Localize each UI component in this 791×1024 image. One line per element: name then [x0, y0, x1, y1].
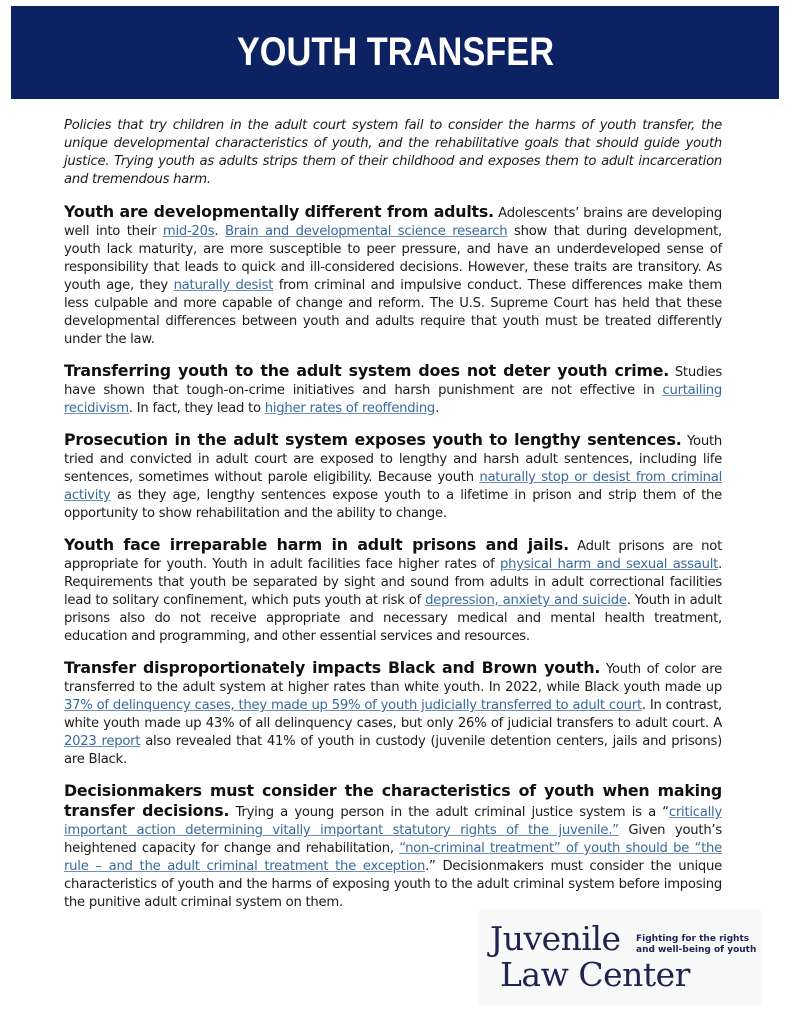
- section-heading: Youth are developmentally different from adults.: [64, 202, 494, 221]
- logo-wordmark-line1: Juvenile: [490, 919, 621, 958]
- page-title: YOUTH TRANSFER: [236, 30, 554, 74]
- body-text: . In fact, they lead to: [128, 401, 265, 416]
- section-irreparable-harm: [64, 536, 722, 646]
- body-text: Youth tried and convicted in adult court are exposed to lengthy and harsh adult sentences, including life sentences, sometimes without parole eligibility. Because youth: [64, 434, 722, 485]
- body-text: .” Decisionmakers must consider the unique characteristics of youth and the harms of exposing youth to the adult criminal system before imposing the punitive adult criminal system on them.: [64, 859, 722, 910]
- intro-paragraph: Policies that try children in the adult court system fail to consider the harms of youth transfer, the unique developmental characteristics of youth, and the rehabilitative goals that should guide youth justice. Trying youth as adults strips them of their childhood and exposes them to adult incarceration and tremendous harm.: [64, 118, 722, 187]
- body-text: .: [214, 224, 225, 239]
- section-developmental-differences: [64, 203, 722, 349]
- link-curtailing-recidivism[interactable]: curtailing recidivism: [64, 383, 722, 416]
- logo-wordmark-line2: Law Center: [500, 955, 690, 994]
- document-body: [64, 117, 722, 925]
- body-text: . Youth in adult prisons also do not receive appropriate and necessary medical and mental health treatment, education and programming, and other essential services and resources.: [64, 593, 722, 644]
- link-2023-report[interactable]: 2023 report: [64, 734, 141, 749]
- body-text: .: [435, 401, 440, 416]
- section-deterrence: [64, 362, 722, 418]
- tagline-line2: and well-being of youth: [636, 945, 757, 955]
- logo-tagline: [636, 934, 766, 956]
- link-non-criminal-treatment[interactable]: “non-criminal treatment” of youth should be “the rule – and the adult criminal treatment the exception: [64, 841, 722, 874]
- tagline-line1: Fighting for the rights: [636, 934, 750, 944]
- body-text: Adult prisons are not appropriate for youth. Youth in adult facilities face higher rates of: [64, 539, 723, 572]
- section-heading: Transferring youth to the adult system does not deter youth crime.: [64, 361, 670, 380]
- body-text: show that during development, youth lack maturity, are more susceptible to peer pressure, and have an underdeveloped sense of responsibility that leads to quick and ill-considered decisions. However, these traits are transitory. As youth age, they: [64, 224, 722, 293]
- link-delinquency-statistics[interactable]: 37% of delinquency cases, they made up 59% of youth judicially transferred to adult court: [64, 698, 642, 713]
- section-heading: Transfer disproportionately impacts Black and Brown youth.: [64, 658, 601, 677]
- link-depression-anxiety-suicide[interactable]: depression, anxiety and suicide: [425, 593, 627, 608]
- section-heading: Prosecution in the adult system exposes youth to lengthy sentences.: [64, 430, 682, 449]
- section-racial-disparity: [64, 659, 722, 769]
- body-text: Given youth’s heightened capacity for change and rehabilitation,: [64, 823, 722, 856]
- body-text: also revealed that 41% of youth in custody (juvenile detention centers, jails and prisons) are Black.: [64, 734, 722, 767]
- link-critically-important-action[interactable]: critically important action determining vitally important statutory rights of the juvenile.”: [64, 805, 722, 838]
- body-text: as they age, lengthy sentences expose youth to a lifetime in prison and strip them of the opportunity to show rehabilitation and the ability to change.: [64, 488, 722, 521]
- link-higher-rates-reoffending[interactable]: higher rates of reoffending: [264, 401, 436, 416]
- section-decisionmakers: [64, 782, 722, 912]
- body-text: . Requirements that youth be separated by sight and sound from adults in adult correctional facilities lead to solitary confinement, which puts youth at risk of: [64, 557, 723, 608]
- body-text: Youth of color are transferred to the adult system at higher rates than white youth. In 2022, while Black youth made up: [64, 662, 722, 695]
- body-text: Trying a young person in the adult criminal justice system is a “: [229, 805, 669, 820]
- link-naturally-desist[interactable]: naturally desist: [173, 278, 274, 293]
- body-text: . In contrast, white youth made up 43% of all delinquency cases, but only 26% of judicial transfers to adult court. A: [64, 698, 722, 731]
- body-text: Adolescents’ brains are developing well into their: [64, 206, 723, 239]
- body-text: from criminal and impulsive conduct. These differences make them less culpable and more capable of change and reform. The U.S. Supreme Court has held that these developmental differences between youth and adults require that youth must be treated differently under the law.: [64, 278, 723, 347]
- section-heading: Youth face irreparable harm in adult prisons and jails.: [64, 535, 569, 554]
- title-banner: [11, 6, 779, 99]
- body-text: Studies have shown that tough-on-crime initiatives and harsh punishment are not effective in: [64, 365, 722, 398]
- section-lengthy-sentences: [64, 431, 722, 523]
- link-mid-20s[interactable]: mid-20s: [162, 224, 215, 239]
- link-physical-harm-sexual-assault[interactable]: physical harm and sexual assault: [500, 557, 719, 572]
- link-naturally-stop-desist[interactable]: naturally stop or desist from criminal activity: [64, 470, 722, 503]
- link-brain-science-research[interactable]: Brain and developmental science research: [225, 224, 508, 239]
- section-heading: Decisionmakers must consider the characteristics of youth when making transfer decisions.: [64, 781, 722, 820]
